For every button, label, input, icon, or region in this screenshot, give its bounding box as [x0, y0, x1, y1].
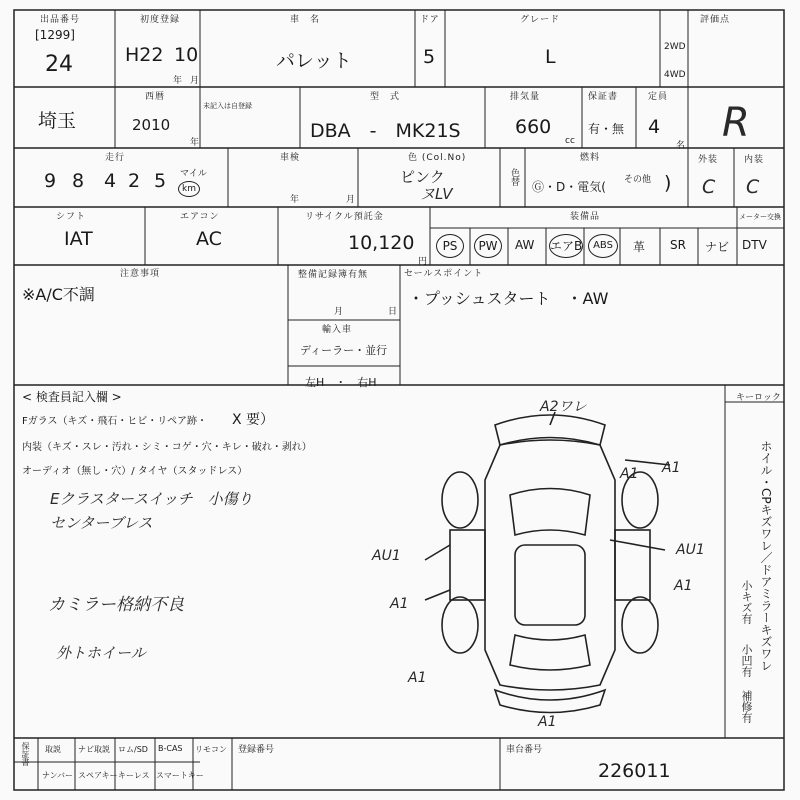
caution: ※A/C不調 [22, 285, 95, 304]
fuel-other: その他 [624, 175, 652, 185]
footer-plate: ナンバー [42, 771, 74, 780]
footer-side-label: 保証書 [21, 742, 30, 766]
equip-ps: PS [436, 234, 464, 258]
equip-sunroof: SR [670, 238, 686, 252]
damage-mark-rear: A1 [538, 714, 557, 730]
damage-mark-left-door: AU1 [372, 548, 401, 564]
inspector-glass-mark: X 要） [232, 412, 275, 428]
car-name-label: 車 名 [290, 15, 321, 25]
yen-unit: 円 [418, 257, 428, 267]
handwritten-note-3: カミラー格納不良 [48, 595, 184, 615]
inspector-vertical-note: ホイル・CPキズワレ／ドアミラーキズワレ [759, 440, 773, 672]
damage-mark-wheel-rf: A1 [620, 466, 639, 482]
mileage-d2: 8 [72, 170, 85, 192]
equip-pw: PW [474, 234, 502, 258]
steering: 左H ・ 右H [305, 376, 377, 389]
inspector-small-scratch: 小キズ有 [740, 580, 753, 624]
color: ピンク [400, 168, 445, 186]
score-label: 評価点 [700, 15, 731, 25]
lot-label: 出品番号 [40, 15, 81, 25]
displacement: 660 [515, 116, 552, 138]
fuel-label: 燃料 [580, 153, 601, 163]
inspection-label: 車検 [280, 153, 301, 163]
equip-aw: AW [515, 238, 535, 252]
insp-year-unit: 年 [290, 195, 300, 205]
footer-smart-key: スマートキー [156, 771, 204, 780]
inspector-repaired: 補修有 [740, 690, 753, 723]
drive-2wd: 2WD [664, 42, 686, 52]
grade-label: グレード [520, 15, 561, 25]
model-year: 2010 [132, 116, 171, 134]
reg-era: H22 [125, 44, 164, 66]
damage-mark-left-rear: A1 [390, 596, 409, 612]
meter-mark-label: メーター交換 [739, 213, 781, 221]
inspector-line-interior: 内装（キズ・スレ・汚れ・シミ・コゲ・穴・キレ・破れ・剥れ） [22, 442, 312, 453]
footer-manual: 取説 [45, 745, 61, 754]
ac: AC [196, 228, 222, 250]
ac-label: エアコン [180, 212, 220, 222]
equip-abs: ABS [588, 234, 618, 258]
handwritten-note-1: Eクラスタースイッチ 小傷り [50, 490, 253, 508]
caution-label: 注意事項 [120, 269, 161, 279]
drive-4wd: 4WD [664, 70, 686, 80]
doors: 5 [423, 46, 436, 68]
capacity: 4 [648, 116, 661, 138]
model-code: DBA - MK21S [310, 120, 461, 142]
keylock-label: キーロック [736, 393, 781, 403]
recycle-label: リサイクル預託金 [305, 212, 384, 222]
person-unit: 名 [676, 141, 686, 151]
mileage-d1: 9 [44, 170, 57, 192]
footer-spare-key: スペアキー [78, 771, 118, 780]
ext-grade: C [702, 176, 716, 198]
handwritten-note-4: 外トホイール [56, 644, 146, 662]
ext-label: 外装 [698, 155, 719, 165]
history-day: 日 [388, 307, 398, 317]
score-value: R [722, 100, 750, 146]
footer-rom-sd: ロム/SD [118, 745, 148, 754]
history-label: 整備記録簿有無 [298, 270, 369, 280]
mileage-d4: 2 [128, 170, 141, 192]
damage-mark-rear-left: A1 [408, 670, 427, 686]
warranty-label: 保証書 [588, 92, 619, 102]
equip-dtv: DTV [742, 238, 767, 252]
damage-mark-front: A2ワレ [540, 399, 587, 415]
mileage-d5: 5 [154, 170, 167, 192]
equip-leather: 革 [633, 240, 646, 254]
frame-number-label: 車台番号 [506, 745, 543, 755]
damage-mark-right-rear: A1 [674, 578, 693, 594]
year-label: 西暦 [145, 92, 166, 102]
repaint: 色替 [509, 168, 519, 186]
import-label: 輸入車 [322, 325, 353, 335]
handwritten-note-2: センターブレス [50, 514, 153, 532]
mileage-d3: 4 [104, 170, 117, 192]
int-label: 内装 [744, 155, 765, 165]
color-sub: ヌLV [420, 185, 453, 203]
lot-index: [1299] [35, 28, 75, 42]
footer-remote: リモコン [195, 745, 227, 754]
car-name: パレット [276, 50, 352, 72]
lot-number: 24 [45, 52, 73, 77]
import-type: ディーラー・並行 [300, 344, 388, 357]
first-reg-label: 初度登録 [140, 15, 181, 25]
inspector-line-glass: Fガラス（キズ・飛石・ヒビ・リペア跡・ [22, 416, 208, 427]
shift: IAT [64, 228, 93, 250]
reg-number-label: 登録番号 [238, 745, 275, 755]
color-label: 色 (Col.No) [408, 153, 467, 163]
equip-airbag: エアB [549, 234, 583, 258]
inspector-line-audio: オーディオ（無し・穴）/ タイヤ（スタッドレス） [22, 466, 248, 477]
reg-year-unit: 年 [173, 76, 183, 86]
mileage-unit-mile: マイル [180, 169, 207, 179]
reg-month-unit: 月 [190, 76, 200, 86]
footer-bcas: B-CAS [158, 744, 183, 753]
capacity-label: 定員 [648, 92, 669, 102]
inspector-small-dent: 小凹有 [740, 644, 753, 677]
equip-navi: ナビ [705, 240, 730, 254]
damage-mark-right-front: A1 [662, 460, 681, 476]
history-month: 月 [334, 307, 344, 317]
int-grade: C [746, 176, 760, 198]
cc-unit: cc [565, 136, 575, 146]
sales-point: ・プッシュスタート ・AW [408, 289, 609, 308]
fuel-options: Ⓖ・D・電気( [532, 180, 606, 194]
footer-navi-manual: ナビ取説 [78, 745, 110, 754]
chassis-label: 型 式 [370, 92, 401, 102]
mileage-unit-km: km [178, 181, 200, 197]
prefecture: 埼玉 [38, 110, 77, 132]
doors-label: ドア [420, 15, 440, 25]
mileage-label: 走行 [105, 153, 126, 163]
displacement-label: 排気量 [510, 92, 541, 102]
recycle: 10,120 [348, 232, 415, 254]
grade: L [545, 46, 556, 68]
unregistered-note: 未記入は自登録 [203, 102, 252, 110]
footer-keyless: キーレス [118, 771, 150, 780]
warranty: 有・無 [588, 122, 625, 136]
fuel-close: ) [664, 172, 672, 194]
car-diagram [420, 400, 680, 730]
inspector-title: < 検査員記入欄 > [22, 390, 122, 404]
equip-label: 装備品 [570, 212, 601, 222]
sales-label: セールスポイント [404, 269, 484, 279]
damage-mark-right-door: AU1 [676, 542, 705, 558]
frame-number: 226011 [598, 760, 671, 782]
insp-month-unit: 月 [346, 195, 356, 205]
shift-label: シフト [56, 212, 87, 222]
reg-month: 10 [174, 44, 199, 66]
model-year-unit: 年 [190, 138, 200, 148]
